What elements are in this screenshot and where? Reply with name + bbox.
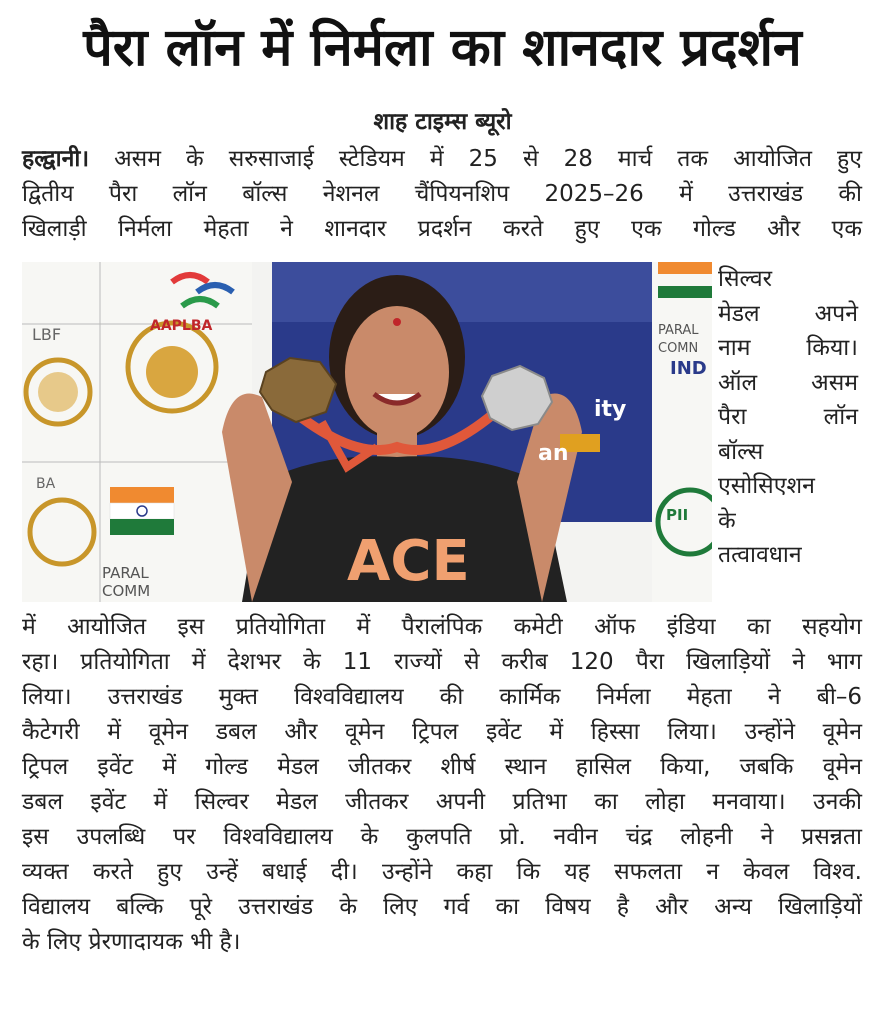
- association-logo-inner: [38, 372, 78, 412]
- flag-saffron: [110, 487, 174, 503]
- flag-green: [110, 519, 174, 535]
- article-line: पैरा लॉन: [718, 404, 858, 430]
- article-line: सिल्वर: [718, 266, 773, 292]
- article-line: खिलाड़ी निर्मला मेहता ने शानदार प्रदर्शन करते हुए एक गोल्ड और एक: [22, 216, 862, 242]
- article-line: विद्यालय बल्कि पूरे उत्तराखंड के लिए गर्व का विषय है और अन्य खिलाड़ियों: [22, 894, 862, 920]
- right-flag-green: [658, 286, 712, 298]
- banner-text: PARAL: [658, 323, 699, 338]
- banner-text: LBF: [32, 325, 62, 344]
- article-side-column: [718, 262, 858, 573]
- headline: पैरा लॉन में निर्मला का शानदार प्रदर्शन: [83, 18, 802, 78]
- banner-text: ity: [594, 397, 627, 422]
- bindi: [393, 318, 401, 326]
- banner-text: COMN: [658, 341, 699, 356]
- article-line: लिया। उत्तराखंड मुक्त विश्वविद्यालय की कार्मिक निर्मला मेहता ने बी–6: [22, 684, 862, 710]
- article-line: इस उपलब्धि पर विश्वविद्यालय के कुलपति प्रो. नवीन चंद्र लोहनी ने प्रसन्नता: [22, 824, 862, 850]
- right-flag-saffron: [658, 262, 712, 274]
- article-line-text: असम के सरुसाजाई स्टेडियम में 25 से 28 मार्च तक आयोजित हुए: [89, 146, 862, 172]
- article-line: ऑल असम: [718, 369, 858, 396]
- article-line: में आयोजित इस प्रतियोगिता में पैरालंपिक कमेटी ऑफ इंडिया का सहयोग: [22, 614, 862, 640]
- article-line: व्यक्त करते हुए उन्हें बधाई दी। उन्होंने कहा कि यह सफलता न केवल विश्व.: [22, 859, 862, 885]
- article-line: नाम किया।: [718, 335, 858, 361]
- article-line: [22, 142, 862, 177]
- article-line: द्वितीय पैरा लॉन बॉल्स नेशनल चैंपियनशिप 2025–26 में उत्तराखंड की: [22, 181, 862, 207]
- dateline: हल्द्वानी।: [22, 146, 90, 172]
- banner-text: PARAL: [102, 564, 149, 582]
- center-banner-top: [272, 262, 652, 322]
- byline: शाह टाइम्स ब्यूरो: [373, 109, 512, 135]
- article-line: के लिए प्रेरणादायक भी है।: [22, 929, 241, 955]
- article-line: रहा। प्रतियोगिता में देशभर के 11 राज्यों से करीब 120 पैरा खिलाड़ियों ने भाग: [22, 649, 862, 675]
- article-line: डबल इवेंट में सिल्वर मेडल जीतकर अपनी प्रतिभा का लोहा मनवाया। उनकी: [22, 789, 862, 815]
- banner-text: an: [538, 441, 569, 466]
- banner-text: PII: [666, 506, 689, 524]
- article-line: एसोसिएशन: [718, 473, 815, 499]
- banner-text: AAPLBA: [150, 318, 213, 334]
- photo-illustration: [22, 262, 712, 602]
- article-line: मेडल अपने: [718, 300, 858, 327]
- article-line: बॉल्स: [718, 438, 764, 465]
- aaplba-logo-inner: [146, 346, 198, 398]
- article-body: [22, 610, 862, 960]
- article-line: के: [718, 507, 736, 534]
- article-line: ट्रिपल इवेंट में गोल्ड मेडल जीतकर शीर्ष स्थान हासिल किया, जबकि वूमेन: [22, 754, 862, 780]
- left-banner: [22, 262, 252, 602]
- shirt-text: ACE: [347, 529, 470, 594]
- banner-text: BA: [36, 476, 56, 492]
- article-line: कैटेगरी में वूमेन डबल और वूमेन ट्रिपल इवेंट में हिस्सा लिया। उन्होंने वूमेन: [22, 719, 862, 745]
- banner-text: COMM: [102, 582, 151, 600]
- banner-text: IND: [670, 358, 707, 379]
- article-line: तत्वावधान: [718, 542, 802, 568]
- article-intro: [22, 142, 862, 247]
- article-photo: [22, 262, 712, 602]
